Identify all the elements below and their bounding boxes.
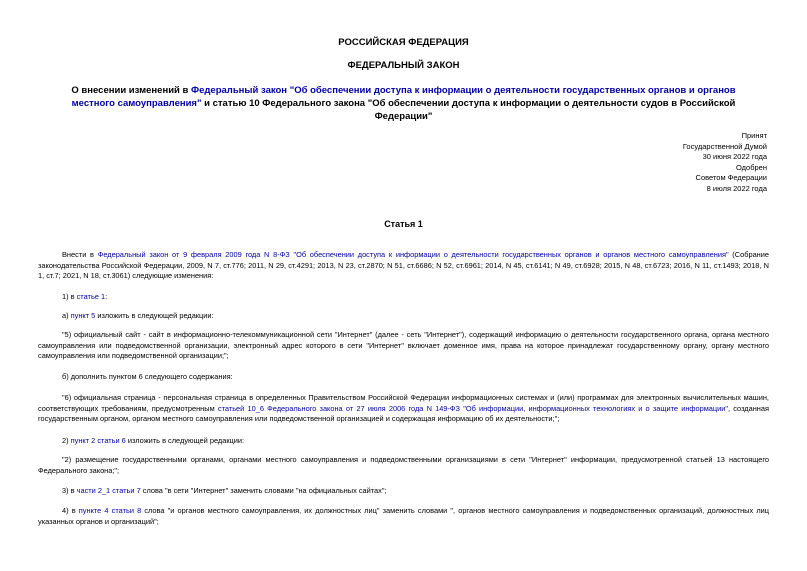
article-7-part-2-1-link[interactable]: части 2_1 статьи 7 [76,486,141,495]
approved-date: 8 июля 2022 года [706,183,767,193]
article-8-point-4-link[interactable]: пункте 4 статьи 8 [78,506,142,515]
approved-by: Советом Федерации [695,173,767,182]
paragraph-intro: Внести в Федеральный закон от 9 февраля 2009 года N 8-ФЗ "Об обеспечении доступа к информации о деятельности государственных органов и органов местного самоуправления" (Собрание законодательства Российской Федерации, 2009, N 7, ст.776; 2011, N 29, ст.4291; 2013, N 23, ст.2870; N 51, ст.6686; N 52, ст.6961; 2014, N 45, ст.6141; N 49, ст.6928; 2015, N 48, ст.6723; 2016, N 11, ст.1493; 2018, N 1, ст.7; 2021, N 18, ст.3061) следующие изменения: [38,250,769,280]
law-8fz-link[interactable]: Федеральный закон от 9 февраля 2009 года N 8-ФЗ "Об обеспечении доступа к информации о деятельности государственных органов и органов местного самоуправления" [97,250,729,259]
paragraph-item-a: а) пункт 5 изложить в следующей редакции: [62,311,214,320]
acceptance-block [683,131,767,194]
heading-country: РОССИЙСКАЯ ФЕДЕРАЦИЯ [338,37,469,48]
law-title-link[interactable]: Федеральный закон "Об обеспечении доступа к информации о деятельности государственных органов и органов местного самоуправления" [71,85,736,109]
approved-label: Одобрен [736,162,767,172]
law-title-text-1: О внесении изменений в [71,85,191,96]
paragraph-item-2: 2) пункт 2 статьи 6 изложить в следующей редакции: [62,436,245,445]
point-5-link[interactable]: пункт 5 [70,311,96,320]
paragraph-item-b: б) дополнить пунктом 6 следующего содержания: [62,372,233,381]
paragraph-item-1: 1) в статье 1: [62,292,108,301]
law-title-text-2: и статью 10 Федерального закона "Об обеспечении доступа к информации о деятельности судов в Российской Федерации" [201,98,736,122]
paragraph-posting: "2) размещение государственными органами, органами местного самоуправления и подведомственными организациями в сети "Интернет" информации, предусмотренной статьей 13 настоящего Федерального закона;"; [38,455,769,475]
article-heading: Статья 1 [384,219,423,229]
law-title [70,84,737,123]
accepted-label: Принят [741,131,767,140]
paragraph-item-3: 3) в части 2_1 статьи 7 слова "в сети "Интернет" заменить словами "на официальных сайтах"; [62,486,387,495]
paragraph-item-4: 4) в пункте 4 статьи 8 слова "и органов местного самоуправления, их должностных лиц" заменить словами ", органов местного самоуправления и подведомственных организаций, должностных лиц указанных органов и организаций"; [38,506,769,526]
paragraph-official-site: "5) официальный сайт - сайт в информационно-телекоммуникационной сети "Интернет" (далее - сеть "Интернет"), содержащий информацию о деятельности государственного органа, органа местного самоуправления или подведомственной организации, электронный адрес которого в сети "Интернет" включает доменное имя, права на которое принадлежат государственному органу, органу местного самоуправления или подведомственной организации;"; [38,330,769,360]
accepted-by: Государственной Думой [682,141,767,151]
article-6-point-2-link[interactable]: пункт 2 статьи 6 [70,436,126,445]
heading-law-type: ФЕДЕРАЛЬНЫЙ ЗАКОН [347,60,460,71]
article-10-6-link[interactable]: статьей 10_6 Федерального закона от 27 июля 2006 года N 149-ФЗ "Об информации, информационных технологиях и о защите информации" [217,403,729,413]
paragraph-official-page: "6) официальная страница - персональная страница в определенных Правительством Российской Федерации информационных системах и (или) программах для электронных вычислительных машин, соответствующих требованиям, предусмотренным статьей 10_6 Федерального закона от 27 июля 2006 года N 149-ФЗ "Об информации, информационных технологиях и о защите информации", созданная государственным органом, органом местного самоуправления или подведомственной организацией и содержащая информацию об их деятельности;"; [38,393,770,423]
article-1-link[interactable]: статье 1 [76,292,106,301]
accepted-date: 30 июня 2022 года [702,152,767,161]
